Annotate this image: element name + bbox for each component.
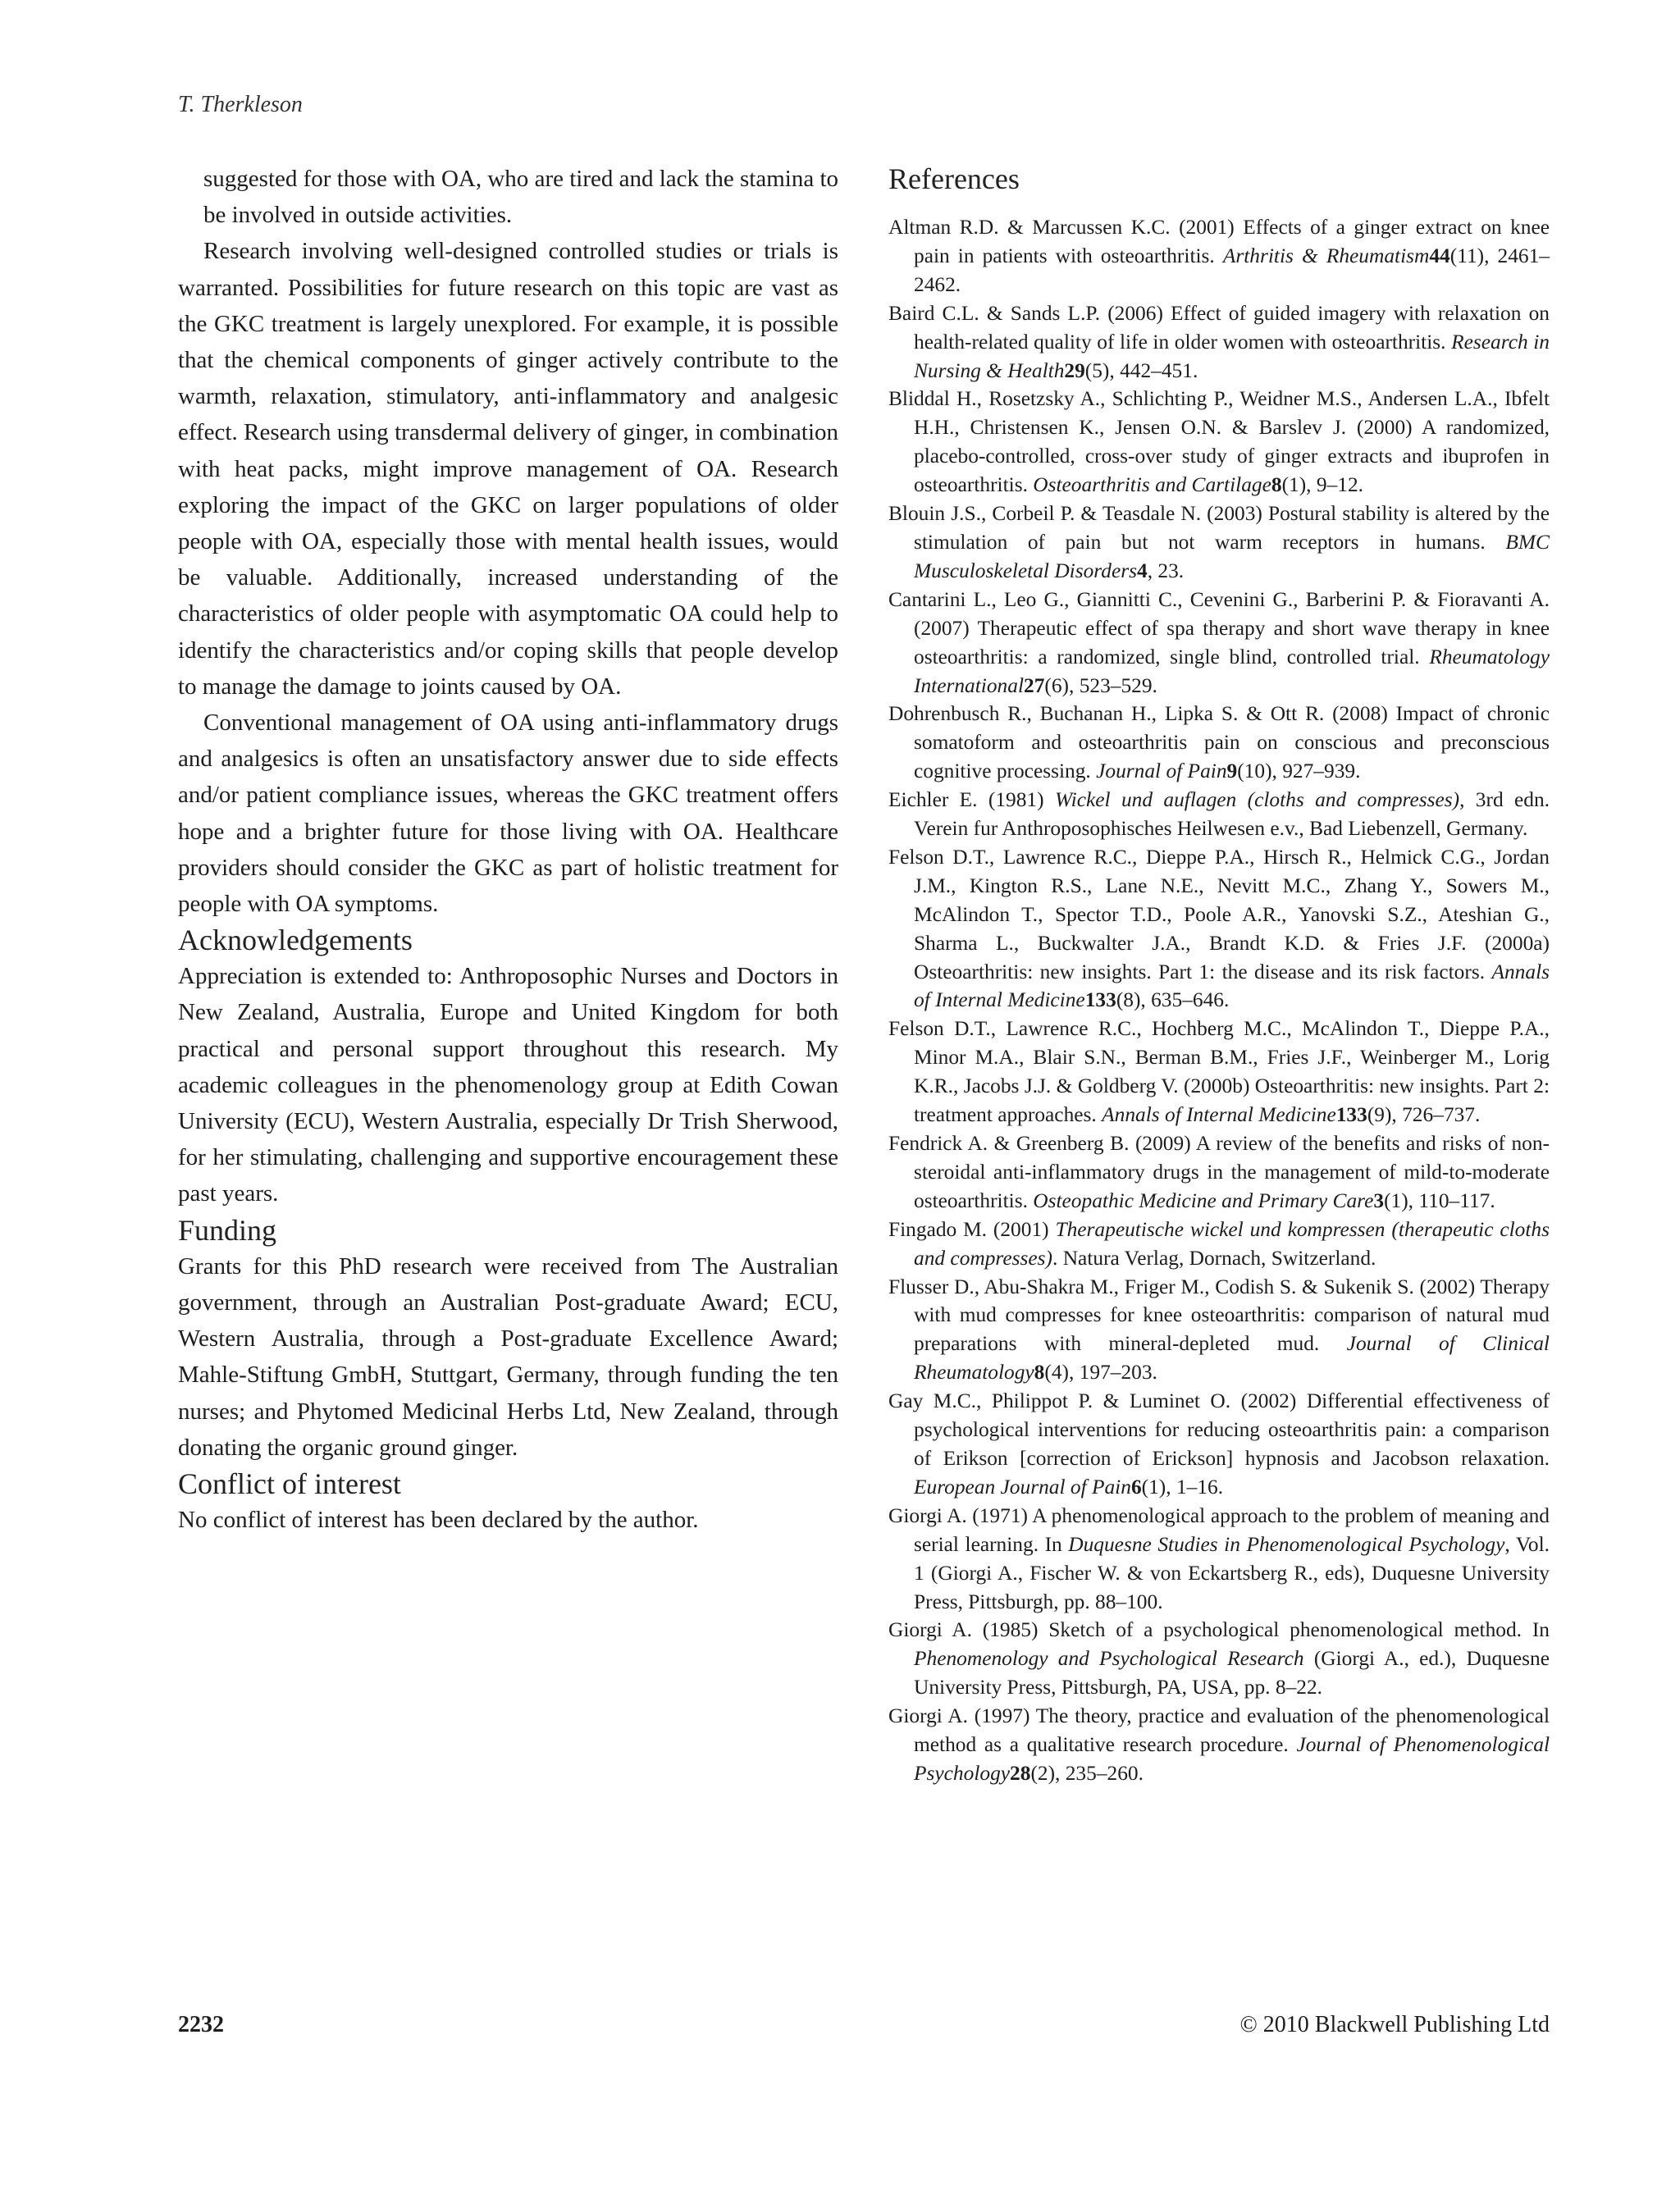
reference-volume: 44 (1429, 244, 1450, 267)
reference-journal: Research in Nursing & Health (914, 330, 1550, 382)
reference-volume: 27 (1024, 673, 1045, 697)
reference-item (888, 586, 1550, 700)
reference-journal: Annals of Internal Medicine (1102, 1103, 1336, 1127)
reference-text: Cantarini L., Leo G., Giannitti C., Cevenini G., Barberini P. & Fioravanti A. (2007) Therapeutic effect of spa therapy and short wave therapy in knee osteoarthritis: a randomized, single blind, controlled trial. (888, 587, 1550, 668)
reference-text: Giorgi A. (1997) The theory, practice and evaluation of the phenomenological method as a qualitative research procedure. (888, 1704, 1550, 1757)
reference-volume: 8 (1034, 1361, 1045, 1385)
reference-pages: . Natura Verlag, Dornach, Switzerland. (1052, 1246, 1376, 1270)
reference-pages: (1), 110–117. (1384, 1188, 1495, 1212)
reference-item (888, 1015, 1550, 1129)
page-number: 2232 (178, 2012, 224, 2037)
reference-pages: , 3rd edn. Verein fur Anthroposophisches Heilwesen e.v., Bad Liebenzell, Germany. (914, 788, 1550, 841)
reference-text: Giorgi A. (1971) A phenomenological approach to the problem of meaning and serial learning. In (888, 1503, 1550, 1556)
reference-text: Giorgi A. (1985) Sketch of a psychological phenomenological method. In (888, 1618, 1550, 1642)
reference-volume: 6 (1130, 1475, 1142, 1499)
reference-volume: 4 (1136, 559, 1148, 582)
reference-pages: (10), 927–939. (1237, 760, 1361, 783)
reference-item (888, 1502, 1550, 1617)
reference-volume: 8 (1271, 473, 1282, 497)
conflict-text: No conflict of interest has been declared by the author. (178, 1506, 699, 1533)
running-head: T. Therkleson (178, 92, 303, 117)
reference-pages: (4), 197–203. (1044, 1361, 1157, 1385)
reference-item (888, 1129, 1550, 1216)
reference-item (888, 786, 1550, 843)
copyright: © 2010 Blackwell Publishing Ltd (1239, 2012, 1550, 2037)
reference-text: Bliddal H., Rosetzsky A., Schlichting P., Weidner M.S., Andersen L.A., Ibfelt H.H., Christensen K., Jensen O.N. & Barslev J. (2000) A randomized, placebo-controlled, cross-over study of ginger extracts and ibuprofen in osteoarthritis. (888, 387, 1550, 497)
reference-pages: (2), 235–260. (1030, 1761, 1144, 1785)
reference-journal: Phenomenology and Psychological Research (914, 1647, 1304, 1671)
reference-journal: BMC Musculoskeletal Disorders (914, 530, 1550, 582)
acknowledgements-text: Appreciation is extended to: Anthroposophic Nurses and Doctors in New Zealand, Australia, Europe and United Kingdom for both practical and personal support throughout this research. My academic colleagues in the phenomenology group at Edith Cowan University (ECU), Western Australia, especially Dr Trish Sherwood, for her stimulating, challenging and supportive encouragement these past years. (178, 963, 838, 1207)
reference-pages: (5), 442–451. (1084, 358, 1198, 382)
reference-journal: Rheumatology International (914, 645, 1550, 697)
reference-item (888, 213, 1550, 299)
acknowledgements-heading: Acknowledgements (178, 924, 413, 957)
reference-text: Fingado M. (2001) (888, 1217, 1056, 1241)
reference-journal: Osteoarthritis and Cartilage (1033, 473, 1271, 497)
reference-journal: Journal of Clinical Rheumatology (914, 1332, 1550, 1385)
reference-text: Felson D.T., Lawrence R.C., Hochberg M.C., McAlindon T., Dieppe P.A., Minor M.A., Blair S.N., Berman B.M., Fries J.F., Weinberger M., Lorig K.R., Jacobs J.J. & Goldberg V. (2000b) Osteoarthritis: new insights. Part 2: treatment approaches. (888, 1017, 1550, 1127)
reference-volume: 3 (1373, 1188, 1385, 1212)
funding-heading: Funding (178, 1213, 277, 1247)
reference-journal: Osteopathic Medicine and Primary Care (1033, 1188, 1374, 1212)
reference-text: Fendrick A. & Greenberg B. (2009) A review of the benefits and risks of non-steroidal anti-inflammatory drugs in the management of mild-to-moderate osteoarthritis. (888, 1132, 1550, 1212)
intro-paragraph-1: suggested for those with OA, who are tired and lack the stamina to be involved in outside activities. (203, 166, 838, 229)
reference-journal: Journal of Phenomenological Psychology (914, 1733, 1550, 1785)
intro-paragraph-2: Research involving well-designed controlled studies or trials is warranted. Possibilities for future research on this topic are vast as the GKC treatment is largely unexplored. For example, it is possible that the chemical components of ginger actively contribute to the warmth, relaxation, stimulatory, anti-inflammatory and analgesic effect. Research using transdermal delivery of ginger, in combination with heat packs, might improve management of OA. Research exploring the impact of the GKC on larger populations of older people with OA, especially those with mental health issues, would be valuable. Additionally, increased understanding of the characteristics of older people with asymptomatic OA could help to identify the characteristics and/or coping skills that people develop to manage the damage to joints caused by OA. (178, 238, 838, 700)
funding-text: Grants for this PhD research were received from The Australian government, through an Australian Post-graduate Award; ECU, Western Australia, through a Post-graduate Excellence Award; Mahle-Stiftung GmbH, Stuttgart, Germany, through funding the ten nurses; and Phytomed Medicinal Herbs Ltd, New Zealand, through donating the organic ground ginger. (178, 1252, 838, 1461)
reference-item (888, 1387, 1550, 1502)
reference-journal: Annals of Internal Medicine (914, 960, 1550, 1012)
reference-item (888, 1273, 1550, 1388)
reference-list (888, 213, 1550, 1788)
reference-pages: (9), 726–737. (1367, 1103, 1481, 1127)
reference-pages: (Giorgi A., ed.), Duquesne University Press, Pittsburgh, PA, USA, pp. 8–22. (914, 1647, 1550, 1699)
reference-volume: 133 (1335, 1103, 1367, 1127)
reference-pages: , 23. (1147, 559, 1185, 582)
reference-volume: 9 (1226, 760, 1238, 783)
reference-journal: European Journal of Pain (914, 1475, 1131, 1499)
reference-text: Eichler E. (1981) (888, 788, 1055, 812)
reference-pages: (6), 523–529. (1044, 673, 1157, 697)
reference-journal: Therapeutische wickel und kompressen (therapeutic cloths and compresses) (914, 1217, 1550, 1270)
reference-pages: (1), 9–12. (1281, 473, 1364, 497)
reference-item (888, 1216, 1550, 1273)
reference-journal: Duquesne Studies in Phenomenological Psychology (1068, 1532, 1505, 1556)
reference-item (888, 500, 1550, 586)
reference-volume: 29 (1064, 358, 1085, 382)
reference-text: Altman R.D. & Marcussen K.C. (2001) Effects of a ginger extract on knee pain in patients with osteoarthritis. (888, 216, 1550, 267)
reference-pages: , Vol. 1 (Giorgi A., Fischer W. & von Eckartsberg R., eds), Duquesne University Press, Pittsburgh, pp. 88–100. (914, 1532, 1550, 1613)
reference-text: Felson D.T., Lawrence R.C., Dieppe P.A., Hirsch R., Helmick C.G., Jordan J.M., Kington R.S., Lane N.E., Nevitt M.C., Zhang Y., Sowers M., McAlindon T., Spector T.D., Poole A.R., Yanovski S.Z., Ateshian G., Sharma L., Buckwalter J.A., Brandt K.D. & Fries J.F. (2000a) Osteoarthritis: new insights. Part 1: the disease and its risk factors. (888, 845, 1550, 983)
reference-text: Gay M.C., Philippot P. & Luminet O. (2002) Differential effectiveness of psychological interventions for reducing osteoarthritis pain: a comparison of Erikson [correction of Erickson] hypnosis and Jacobson relaxation. (888, 1389, 1550, 1470)
reference-journal: Wickel und auflagen (cloths and compresses) (1054, 788, 1460, 812)
reference-item (888, 1702, 1550, 1788)
reference-item (888, 1616, 1550, 1702)
reference-volume: 28 (1010, 1761, 1031, 1785)
reference-item (888, 385, 1550, 500)
references-column (888, 161, 1550, 1788)
reference-pages: (8), 635–646. (1116, 988, 1230, 1012)
reference-item (888, 843, 1550, 1015)
reference-pages: (1), 1–16. (1141, 1475, 1224, 1499)
reference-text: Baird C.L. & Sands L.P. (2006) Effect of guided imagery with relaxation on health-related quality of life in older women with osteoarthritis. (888, 301, 1550, 354)
reference-text: Flusser D., Abu-Shakra M., Friger M., Codish S. & Sukenik S. (2002) Therapy with mud compresses for knee osteoarthritis: comparison of natural mud preparations with mineral-depleted mud. (888, 1275, 1550, 1356)
reference-volume: 133 (1084, 988, 1116, 1012)
references-heading: References (888, 162, 1020, 195)
reference-item (888, 299, 1550, 385)
left-column (178, 161, 838, 1538)
reference-text: Blouin J.S., Corbeil P. & Teasdale N. (2003) Postural stability is altered by the stimulation of pain but not warm receptors in humans. (888, 502, 1550, 554)
reference-journal: Arthritis & Rheumatism (1222, 244, 1430, 267)
intro-paragraph-3: Conventional management of OA using anti-inflammatory drugs and analgesics is often an unsatisfactory answer due to side effects and/or patient compliance issues, whereas the GKC treatment offers hope and a brighter future for those living with OA. Healthcare providers should consider the GKC as part of holistic treatment for people with OA symptoms. (178, 709, 838, 918)
reference-journal: Journal of Pain (1096, 760, 1227, 783)
conflict-heading: Conflict of interest (178, 1467, 401, 1500)
reference-item (888, 700, 1550, 786)
reference-pages: (11), 2461–2462. (914, 244, 1550, 296)
reference-text: Dohrenbusch R., Buchanan H., Lipka S. & Ott R. (2008) Impact of chronic somatoform and osteoarthritis pain on conscious and preconscious cognitive processing. (888, 702, 1550, 783)
